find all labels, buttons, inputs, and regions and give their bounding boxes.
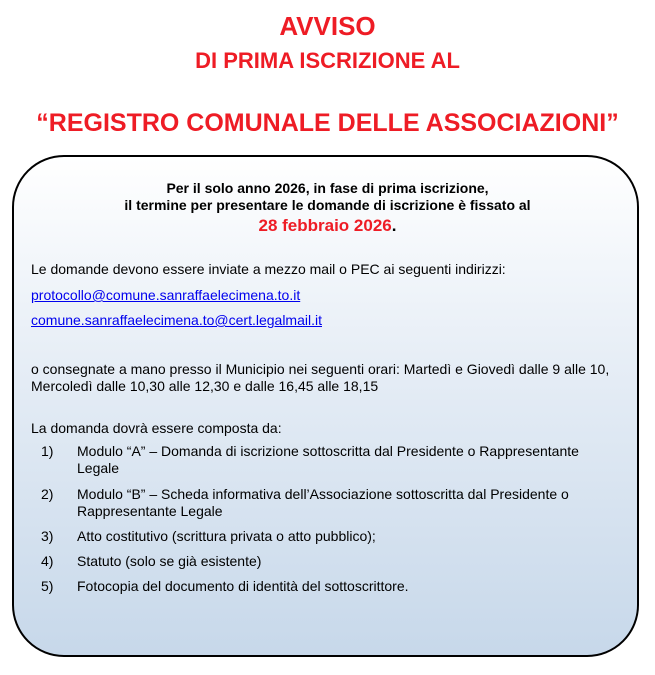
list-item-text: Fotocopia del documento di identità del sottoscrittore.: [77, 578, 409, 594]
intro-line-1: Per il solo anno 2026, in fase di prima iscrizione,: [166, 180, 489, 196]
list-item-number: 3): [41, 528, 54, 544]
notice-subtitle: DI PRIMA ISCRIZIONE AL: [195, 48, 460, 73]
contacts-text: Le domande devono essere inviate a mezzo mail o PEC ai seguenti indirizzi:: [31, 261, 506, 277]
deadline-date: 28 febbraio 2026: [258, 216, 392, 235]
list-item-number: 4): [41, 553, 54, 569]
email-link[interactable]: protocollo@comune.sanraffaelecimena.to.it: [31, 287, 301, 303]
list-item-text: Atto costitutivo (scrittura privata o atto pubblico);: [77, 528, 376, 544]
intro-line-2: il termine per presentare le domande di iscrizione è fissato al: [124, 197, 531, 213]
list-item-text: Modulo “A” – Domanda di iscrizione sottoscritta dal Presidente o Rappresentante Legale: [77, 443, 579, 476]
deadline-line: [0, 215, 655, 236]
deadline-suffix: .: [391, 216, 397, 235]
registry-name: “REGISTRO COMUNALE DELLE ASSOCIAZIONI”: [36, 109, 619, 137]
list-item-text: Modulo “B” – Scheda informativa dell’Associazione sottoscritta dal Presidente o Rappresentante Legale: [77, 486, 569, 519]
list-item-number: 1): [41, 443, 54, 459]
notice-title: AVVISO: [279, 11, 376, 41]
list-item-text: Statuto (solo se già esistente): [77, 553, 262, 569]
list-item-number: 2): [41, 486, 54, 502]
pec-link[interactable]: comune.sanraffaelecimena.to@cert.legalmail.it: [31, 312, 322, 328]
documents-intro: La domanda dovrà essere composta da:: [31, 420, 282, 436]
list-item-number: 5): [41, 578, 54, 594]
hand-delivery-text: o consegnate a mano presso il Municipio nei seguenti orari: Martedì e Giovedì dalle 9 alle 10, Mercoledì dalle 10,30 alle 12,30 e dalle 16,45 alle 18,15: [31, 361, 610, 394]
